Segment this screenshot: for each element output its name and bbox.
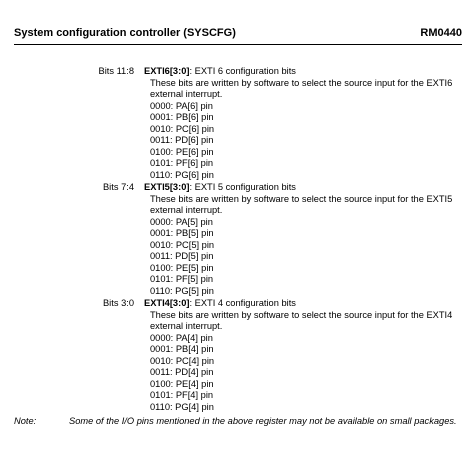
bit-range: Bits 11:8: [98, 66, 134, 76]
field-description: [144, 182, 464, 297]
option-line: 0010: PC[4] pin: [150, 355, 215, 366]
section-title: System configuration controller (SYSCFG): [14, 27, 236, 39]
field-name: EXTI5[3:0]: [144, 182, 190, 192]
field-summary: : EXTI 4 configuration bits: [189, 298, 296, 308]
option-line: 0011: PD[5] pin: [150, 251, 214, 261]
option-line: 0110: PG[4] pin: [150, 401, 214, 412]
option-line: 0000: PA[5] pin: [150, 216, 213, 227]
document-id: RM0440: [420, 27, 462, 39]
field-heading: [144, 182, 464, 194]
option-line: 0101: PF[4] pin: [150, 390, 214, 400]
option-line: 0110: PG[5] pin: [150, 285, 214, 296]
option-line: 0010: PC[5] pin: [150, 239, 215, 250]
field-name: EXTI4[3:0]: [144, 298, 190, 308]
option-line: 0110: PG[6] pin: [150, 169, 214, 180]
description-line: These bits are written by software to select the source input for the EXTI5: [150, 193, 453, 204]
option-line: 0100: PE[5] pin: [150, 262, 214, 273]
field-description: [144, 66, 464, 181]
option-line: 0000: PA[6] pin: [150, 100, 213, 111]
register-fields: [0, 66, 474, 414]
option-line: 0101: PF[6] pin: [150, 158, 214, 168]
field-body: [144, 310, 464, 414]
description-line: These bits are written by software to select the source input for the EXTI4: [150, 309, 453, 320]
option-line: 0011: PD[4] pin: [150, 367, 214, 377]
option-line: 0101: PF[5] pin: [150, 274, 214, 284]
description-line: These bits are written by software to select the source input for the EXTI6: [150, 77, 453, 88]
option-line: 0001: PB[5] pin: [150, 228, 214, 238]
field-description: [144, 298, 464, 413]
field-name: EXTI6[3:0]: [144, 66, 190, 76]
option-line: 0100: PE[6] pin: [150, 146, 214, 157]
page-header: [14, 27, 462, 39]
option-line: 0010: PC[6] pin: [150, 123, 215, 134]
option-line: 0000: PA[4] pin: [150, 332, 213, 343]
field-entry-exti4: [0, 298, 474, 414]
note-text: Some of the I/O pins mentioned in the above register may not be available on small packages.: [69, 416, 457, 426]
option-line: 0011: PD[6] pin: [150, 135, 214, 145]
field-body: [144, 78, 464, 182]
option-line: 0001: PB[4] pin: [150, 344, 214, 354]
field-heading: [144, 298, 464, 310]
field-heading: [144, 66, 464, 78]
field-summary: : EXTI 6 configuration bits: [189, 66, 296, 76]
field-entry-exti6: [0, 66, 474, 182]
field-body: [144, 194, 464, 298]
bit-range: Bits 3:0: [102, 298, 134, 308]
field-summary: : EXTI 5 configuration bits: [189, 182, 296, 192]
option-line: 0001: PB[6] pin: [150, 112, 214, 122]
description-line: external interrupt.: [150, 321, 223, 331]
bit-range: Bits 7:4: [102, 182, 134, 192]
field-entry-exti5: [0, 182, 474, 298]
description-line: external interrupt.: [150, 205, 223, 215]
description-line: external interrupt.: [150, 89, 223, 99]
note-label: Note:: [14, 416, 37, 426]
option-line: 0100: PE[4] pin: [150, 378, 214, 389]
header-divider: [14, 44, 462, 45]
